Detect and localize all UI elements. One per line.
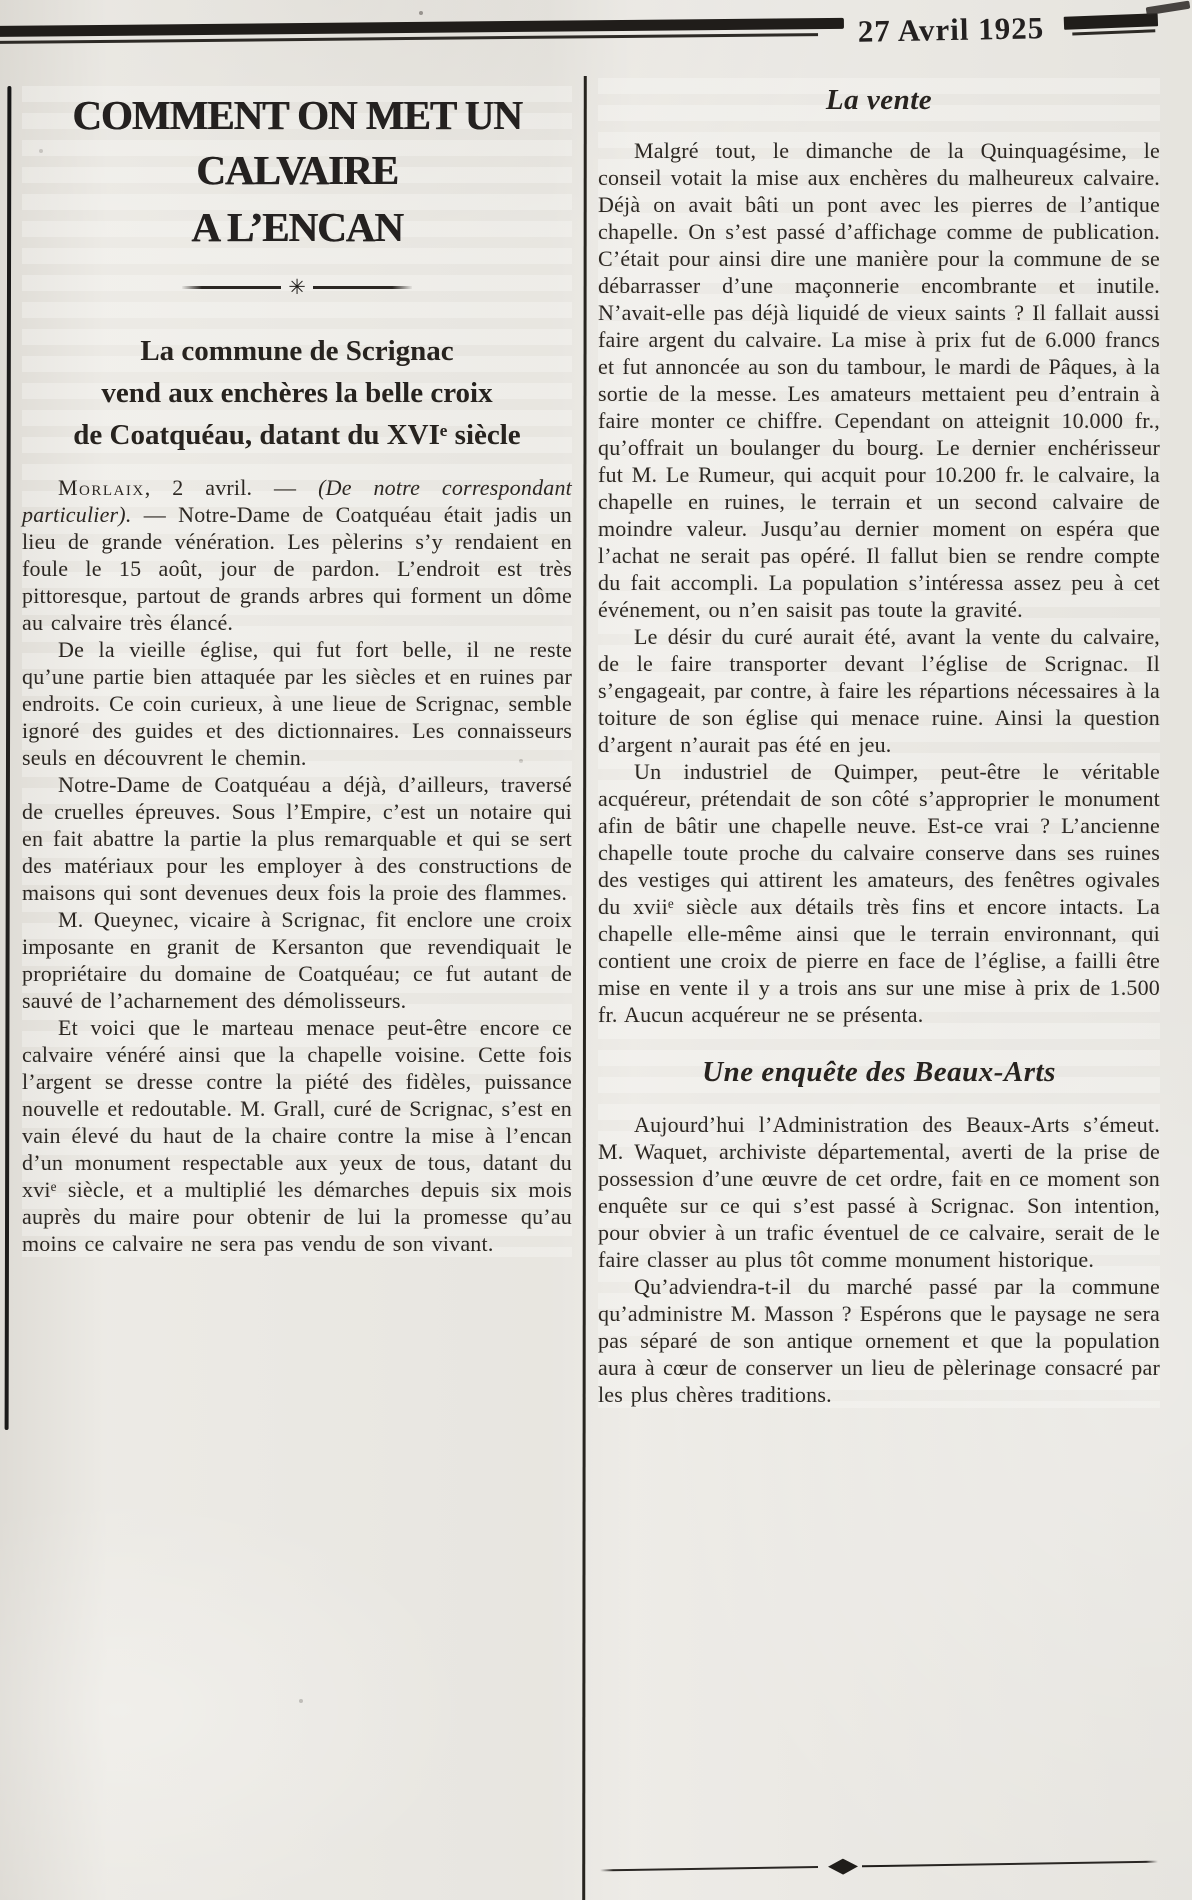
- divider-line-left: [182, 286, 281, 289]
- right-column: [598, 78, 1160, 1408]
- end-ornament-line-right: [862, 1860, 1158, 1867]
- paragraph: Et voici que le marteau menace peut-être encore ce calvaire vénéré ainsi que la chapelle voisine. Cette fois l’argent se dresse contre la piété des fidèles, puissance nouvelle et redoutable. M. Grall, curé de Scrignac, s’est en vain élevé du haut de la chaire contre la mise à l’encan d’un monument respectable aux yeux de tous, datant du xviᵉ siècle, et a multiplié les démarches depuis six mois auprès du maire pour obtenir de lui la promesse qu’au moins ce calvaire ne sera pas vendu de son vivant.: [22, 1015, 572, 1256]
- subhead-line-2: vend aux enchères la belle croix: [101, 377, 493, 409]
- article-headline-line-2: A L’ENCAN: [191, 204, 403, 250]
- paragraph: Notre-Dame de Coatquéau a déjà, d’ailleurs, traversé de cruelles épreuves. Sous l’Empire, c’est un notaire qui en fait abattre la partie la plus remarquable et qui se sert des matériaux pour les employer à des constructions de maisons qui sont devenues deux fois la proie des flammes.: [22, 772, 572, 905]
- article-headline-line-1: COMMENT ON MET UN CALVAIRE: [72, 92, 522, 193]
- divider-line-right: [313, 286, 412, 289]
- diamond-ornament-icon: [828, 1858, 858, 1874]
- masthead-rule-right: [1064, 13, 1159, 36]
- paragraph-1-text: — Notre-Dame de Coatquéau était jadis un lieu de grande vénération. Les pèlerins s’y rendaient en foule le 15 août, jour de pardon. L’endroit est très pittoresque, partout de grands arbres qui forment un dôme au calvaire très élancé.: [22, 502, 572, 635]
- subhead-line-1: La commune de Scrignac: [140, 335, 454, 367]
- paragraph: Qu’adviendra-t-il du marché passé par la commune qu’administre M. Masson ? Espérons que le paysage ne sera pas séparé de son antique ornement et que la population aura à cœur de conserver un lieu de pèlerinage consacré par les plus chères traditions.: [598, 1274, 1160, 1407]
- article-subhead: [22, 330, 572, 456]
- masthead-rule: [0, 18, 844, 44]
- masthead-rule-right-thick: [1064, 13, 1158, 30]
- article-body: [22, 474, 572, 1257]
- correspondent-note: (De notre correspondant particulier).: [22, 475, 572, 527]
- paragraph: Aujourd’hui l’Administration des Beaux-Arts s’émeut. M. Waquet, archiviste départemental, averti de la prise de possession d’une œuvre de cet ordre, fait en ce moment son enquête sur ce qui s’est passé à Scrignac. Son intention, pour obvier à un trafic éventuel de ce calvaire, serait de le faire classer au plus tôt comme monument historique.: [598, 1112, 1160, 1272]
- paragraph-dateline: [22, 474, 572, 636]
- paragraph: M. Queynec, vicaire à Scrignac, fit enclore une croix imposante en granit de Kersanton que revendiquait le propriétaire du domaine de Coatquéau; ce fut autant de sauvé de l’acharnement des démolisseurs.: [22, 907, 572, 1013]
- left-column-rule: [5, 86, 12, 1430]
- scan-corner-mark: [1146, 1, 1191, 16]
- masthead-rule-right-thin: [1072, 29, 1155, 35]
- scan-specks: [0, 0, 2, 2]
- masthead-date: 27 Avril 1925: [857, 10, 1045, 49]
- headline-divider-ornament: [182, 277, 412, 298]
- column-divider-rule: [582, 76, 587, 1900]
- section-heading-la-vente: La vente: [825, 84, 933, 116]
- left-column: [22, 86, 572, 1257]
- asterisk-ornament-icon: ✳: [288, 275, 306, 299]
- dateline-city: Morlaix: [58, 475, 145, 500]
- paragraph: Malgré tout, le dimanche de la Quinquagésime, le conseil votait la mise aux enchères du malheureux calvaire. Déjà on avait bâti un pont avec les pierres de l’antique chapelle. On s’est passé d’affichage comme de publication. C’était pour ainsi dire une manière pour la commune de se débarrasser d’une maçonnerie encombrante et inutile. N’avait-elle pas déjà liquidé de vieux saints ? Il fallait aussi faire argent du calvaire. La mise à prix fut de 6.000 francs et fut annoncée au son du tambour, le mardi de Pâques, à la sortie de la messe. Les amateurs mettaient peu d’entrain à faire monter ce chiffre. Cependant on atteignit 10.000 fr., qu’offrait un boulanger du bourg. Le dernier enchérisseur fut M. Le Rumeur, qui acquit pour 10.200 fr. le calvaire, la chapelle en ruines, le terrain et un second calvaire de moindre valeur. Jusqu’au dernier moment on espéra que l’achat ne serait pas opéré. Il fallut bien se rendre compte du fait accompli. La population s’intéressa assez peu à cet événement, ou n’en saisit pas toute la gravité.: [598, 138, 1160, 622]
- end-ornament-line-left: [600, 1866, 818, 1872]
- dateline-date: , 2 avril. —: [144, 475, 319, 500]
- paragraph: Un industriel de Quimper, peut-être le véritable acquéreur, prétendait de son côté s’approprier le monument afin de bâtir une chapelle neuve. Est-ce vrai ? L’ancienne chapelle toute proche du calvaire conserve dans ses ruines des vestiges qui attirent les amateurs, des fenêtres ogivales du xviiᵉ siècle aux détails très fins et encore intacts. La chapelle elle-même ainsi que le terrain environnant, qui contient une croix de pierre en face de l’église, a failli être mise en vente il y a trois ans sur une mise à prix de 1.500 fr. Aucun acquéreur ne se présenta.: [598, 759, 1160, 1027]
- paragraph: Le désir du curé aurait été, avant la vente du calvaire, de le faire transporter devant l’église de Scrignac. Il s’engageait, par contre, à faire les répartions nécessaires à la toiture de son église qui menace ruine. Ainsi la question d’argent n’aurait pas été en jeu.: [598, 624, 1160, 757]
- paragraph: De la vieille église, qui fut fort belle, il ne reste qu’une partie bien attaquée par les siècles et en ruines par endroits. Ce coin curieux, à une lieue de Scrignac, semble ignoré des guides et des dictionnaires. Les connaisseurs seuls en découvrent le chemin.: [22, 637, 572, 770]
- subhead-line-3: de Coatquéau, datant du XVIᵉ siècle: [73, 419, 521, 451]
- end-ornament: [600, 1854, 1158, 1879]
- section-heading-enquete: Une enquête des Beaux-Arts: [702, 1056, 1056, 1088]
